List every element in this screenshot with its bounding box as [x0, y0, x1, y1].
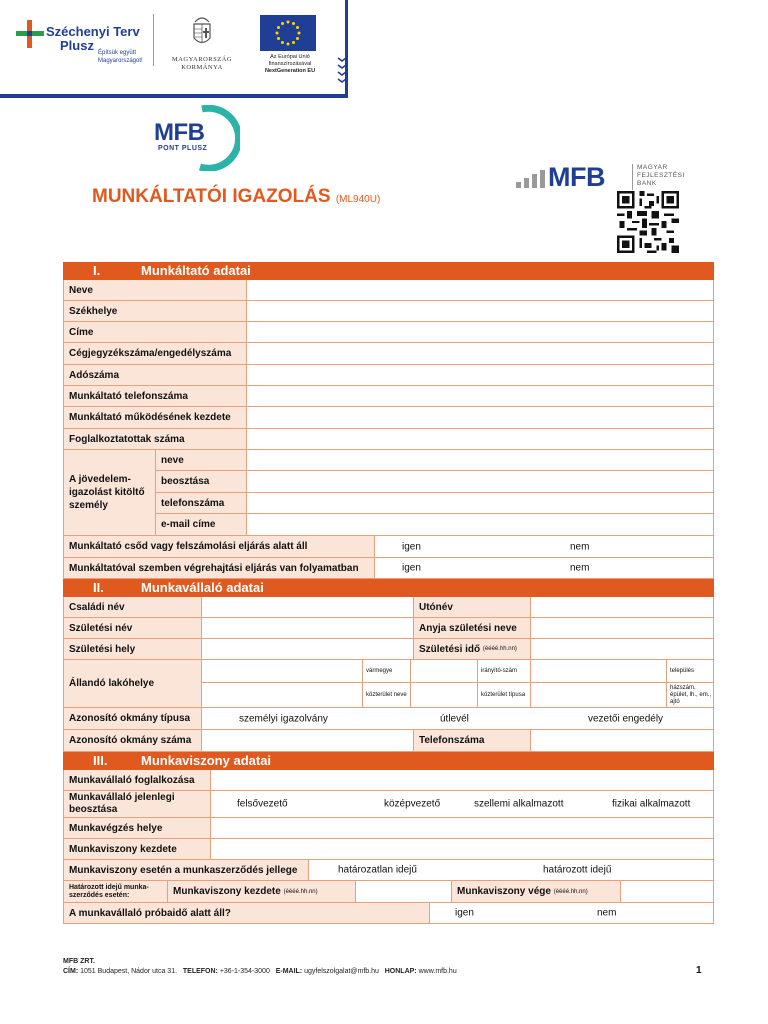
kormany-text: MAGYARORSZÁG KORMÁNYA: [171, 56, 233, 71]
bankruptcy-options: [375, 536, 713, 557]
operation-start-label: Munkáltató működésének kezdete: [64, 407, 247, 428]
form-row: [63, 597, 714, 618]
form-row: [63, 903, 714, 924]
form-row: [156, 471, 713, 493]
fixed-start-label: Munkaviszony kezdete (éééé.hh.nn): [168, 881, 356, 902]
bankruptcy-no-option[interactable]: nem: [570, 541, 590, 552]
employer-name-label: Neve: [64, 280, 247, 300]
id-type-label: Azonosító okmány típusa: [64, 708, 202, 729]
fixed-end-label: Munkaviszony vége (éééé.hh.nn): [452, 881, 621, 902]
section-employment-header: [63, 752, 714, 770]
kormany-logo: [165, 14, 239, 72]
enforcement-no-option[interactable]: nem: [570, 562, 590, 574]
form-row: [156, 514, 713, 535]
employment-start-field[interactable]: [211, 839, 713, 859]
person-email-label: e-mail címe: [156, 514, 247, 535]
birth-date-label: Születési idő (éééé.hh.nn): [414, 639, 531, 659]
address-row-1: [202, 660, 713, 683]
footer-web[interactable]: www.mfb.hu: [418, 968, 457, 975]
form-row: [63, 791, 714, 818]
id-number-field[interactable]: [202, 730, 414, 751]
mfb-pont-name: MFB: [154, 119, 205, 146]
given-name-label: Utónév: [414, 597, 531, 617]
tax-number-field[interactable]: [247, 365, 713, 385]
mother-name-field[interactable]: [531, 618, 713, 638]
form-row: [63, 618, 714, 639]
middle-manager-option[interactable]: középvezető: [384, 798, 441, 810]
mfb-bank-name: MFB: [548, 162, 605, 192]
form-row: [63, 770, 714, 791]
drivers-license-option[interactable]: vezetői engedély: [588, 713, 664, 724]
section-title: Munkavállaló adatai: [141, 580, 264, 595]
footer-phone: +36-1-354-3000: [219, 968, 270, 975]
bars-icon: [516, 168, 546, 188]
footer-phone-label: TELEFON:: [182, 968, 218, 975]
house-field[interactable]: [531, 683, 667, 707]
senior-manager-option[interactable]: felsővezető: [237, 798, 288, 810]
footer: [63, 957, 457, 977]
street-type-field[interactable]: [411, 683, 478, 707]
person-label: A jövedelem-igazolást kitöltő személy: [64, 450, 156, 535]
form-row: [63, 450, 714, 536]
form-row: [63, 280, 714, 301]
employee-count-label: Foglalkoztatottak száma: [64, 429, 247, 449]
section-number: II.: [93, 580, 104, 595]
form-row: [63, 818, 714, 839]
form-row: [63, 322, 714, 343]
footer-email-label: E-MAIL:: [275, 968, 303, 975]
mfb-bank-sub: MAGYAR FEJLESZTÉSI BANK: [637, 164, 685, 187]
person-phone-label: telefonszáma: [156, 493, 247, 513]
occupation-label: Munkavállaló foglalkozása: [64, 770, 211, 790]
employer-address-field[interactable]: [247, 322, 713, 342]
szechenyi-title: Széchenyi Terv: [46, 24, 140, 39]
zip-field[interactable]: [411, 660, 478, 682]
form-row: [63, 301, 714, 322]
address-row-2: [202, 683, 713, 707]
form-row: [63, 839, 714, 860]
house-label: házszám, épület, lh., em., ajtó: [667, 683, 713, 707]
form-row: [63, 386, 714, 407]
form-row: [156, 493, 713, 514]
employer-seat-label: Székhelye: [64, 301, 247, 321]
workplace-field[interactable]: [211, 818, 713, 838]
address-label: Állandó lakóhelye: [64, 660, 202, 707]
form-row: [156, 450, 713, 471]
birth-place-label: Születési hely: [64, 639, 202, 659]
mfb-pont-plusz-logo: [150, 105, 240, 171]
family-name-field[interactable]: [202, 597, 414, 617]
bankruptcy-label: Munkáltató csőd vagy felszámolási eljárás alatt áll: [64, 536, 375, 557]
person-name-field[interactable]: [247, 450, 713, 470]
szechenyi-sub: Plusz: [60, 38, 94, 53]
city-label: település: [667, 660, 713, 682]
birth-date-field[interactable]: [531, 639, 713, 659]
section-employee-header: [63, 579, 714, 597]
section-employer-header: [63, 262, 714, 280]
date-format-hint: (éééé.hh.nn): [553, 888, 588, 895]
chevron-pattern-icon: [337, 56, 347, 86]
header-banner: [0, 0, 348, 98]
employer-address-label: Címe: [64, 322, 247, 342]
page-number: 1: [696, 965, 702, 976]
operation-start-field[interactable]: [247, 407, 713, 428]
section-title: Munkaviszony adatai: [141, 753, 272, 768]
birth-name-field[interactable]: [202, 618, 414, 638]
bankruptcy-yes-option[interactable]: igen: [402, 541, 421, 552]
section-title: Munkáltató adatai: [141, 263, 251, 278]
id-card-option[interactable]: személyi igazolvány: [239, 713, 328, 724]
person-name-label: neve: [156, 450, 247, 470]
employer-name-field[interactable]: [247, 280, 713, 300]
id-type-options: [202, 708, 713, 729]
fixed-term-option[interactable]: határozott idejű: [543, 864, 612, 876]
employee-count-field[interactable]: [247, 429, 713, 449]
contract-type-options: [309, 860, 713, 880]
form-row: [63, 881, 714, 903]
eu-flag: [260, 15, 316, 51]
coat-of-arms-icon: [191, 14, 213, 48]
enforcement-yes-option[interactable]: igen: [402, 562, 421, 574]
person-email-field[interactable]: [247, 514, 713, 535]
qr-code-icon: [616, 191, 680, 253]
employment-start-label: Munkaviszony kezdete: [64, 839, 211, 859]
szechenyi-slogan: Építsük együtt Magyarországot!: [98, 50, 143, 64]
person-position-field[interactable]: [247, 471, 713, 492]
footer-web-label: HONLAP:: [384, 968, 417, 975]
form-row: [63, 639, 714, 660]
eu-caption: Az Európai Unió finanszírozásával NextGeneration EU: [264, 54, 316, 74]
document-code: (ML940U): [335, 194, 381, 205]
birth-name-label: Születési név: [64, 618, 202, 638]
form-row: [63, 708, 714, 730]
form-row: [63, 660, 714, 708]
section-number: III.: [93, 753, 108, 768]
passport-option[interactable]: útlevél: [440, 713, 469, 724]
szechenyi-cross-icon: [16, 20, 44, 48]
document-title: MUNKÁLTATÓI IGAZOLÁS (ML940U): [92, 186, 381, 207]
county-label: vármegye: [363, 660, 411, 682]
probation-no-option[interactable]: nem: [597, 907, 617, 919]
street-label: közterület neve: [363, 683, 411, 707]
employee-phone-label: Telefonszáma: [414, 730, 531, 751]
blue-collar-option[interactable]: fizikai alkalmazott: [612, 798, 691, 810]
date-format-hint: (éééé.hh.nn): [482, 646, 517, 652]
zip-label: irányító-szám: [478, 660, 531, 682]
occupation-field[interactable]: [211, 770, 713, 790]
footer-address-label: CÍM:: [63, 968, 79, 975]
family-name-label: Családi név: [64, 597, 202, 617]
date-format-hint: (éééé.hh.nn): [283, 888, 318, 895]
probation-yes-option[interactable]: igen: [455, 907, 474, 919]
enforcement-label: Munkáltatóval szemben végrehajtási eljárás van folyamatban: [64, 558, 375, 578]
mother-name-label: Anyja születési neve: [414, 618, 531, 638]
header-divider: [153, 14, 154, 66]
probation-options: [430, 903, 713, 923]
person-position-label: beosztása: [156, 471, 247, 492]
employer-phone-label: Munkáltató telefonszáma: [64, 386, 247, 406]
id-number-label: Azonosító okmány száma: [64, 730, 202, 751]
form-row: [63, 429, 714, 450]
form-row: [63, 730, 714, 752]
form-row: [63, 558, 714, 579]
person-subrows: [156, 450, 713, 535]
eu-stars-icon: [260, 15, 316, 51]
fixed-term-label: Határozott idejű munka-szerződés esetén:: [64, 881, 168, 902]
county-field[interactable]: [202, 660, 363, 682]
address-grid: [202, 660, 713, 707]
company-reg-label: Cégjegyzékszáma/engedélyszáma: [64, 343, 247, 364]
form-row: [63, 536, 714, 558]
employer-seat-field[interactable]: [247, 301, 713, 321]
position-label: Munkavállaló jelenlegi beosztása: [64, 791, 211, 817]
mfb-bank-divider: [632, 164, 633, 190]
birth-place-field[interactable]: [202, 639, 414, 659]
form-row: [63, 407, 714, 429]
mfb-pont-sub: PONT PLUSZ: [158, 145, 208, 152]
footer-company: MFB ZRT.: [63, 958, 95, 965]
form-row: [63, 343, 714, 365]
person-phone-field[interactable]: [247, 493, 713, 513]
szechenyi-terv-logo: [16, 16, 146, 66]
footer-address: 1051 Budapest, Nádor utca 31.: [80, 968, 178, 975]
street-field[interactable]: [202, 683, 363, 707]
indefinite-option[interactable]: határozatlan idejű: [338, 864, 417, 876]
street-type-label: közterület típusa: [478, 683, 531, 707]
form-row: [63, 365, 714, 386]
mfb-bank-logo: [516, 160, 696, 192]
given-name-field[interactable]: [531, 597, 713, 617]
enforcement-options: [375, 558, 713, 578]
workplace-label: Munkavégzés helye: [64, 818, 211, 838]
fixed-end-field[interactable]: [621, 881, 713, 902]
tax-number-label: Adószáma: [64, 365, 247, 385]
employer-certificate-form: [63, 262, 714, 924]
white-collar-option[interactable]: szellemi alkalmazott: [474, 798, 564, 810]
section-number: I.: [93, 263, 101, 278]
employer-phone-field[interactable]: [247, 386, 713, 406]
contract-type-label: Munkaviszony esetén a munkaszerződés jellege: [64, 860, 309, 880]
fixed-start-field[interactable]: [356, 881, 452, 902]
footer-email[interactable]: ugyfelszolgalat@mfb.hu: [304, 968, 379, 975]
position-options: [211, 791, 713, 817]
employee-phone-field[interactable]: [531, 730, 713, 751]
company-reg-field[interactable]: [247, 343, 713, 364]
city-field[interactable]: [531, 660, 667, 682]
probation-label: A munkavállaló próbaidő alatt áll?: [64, 903, 430, 923]
form-row: [63, 860, 714, 881]
